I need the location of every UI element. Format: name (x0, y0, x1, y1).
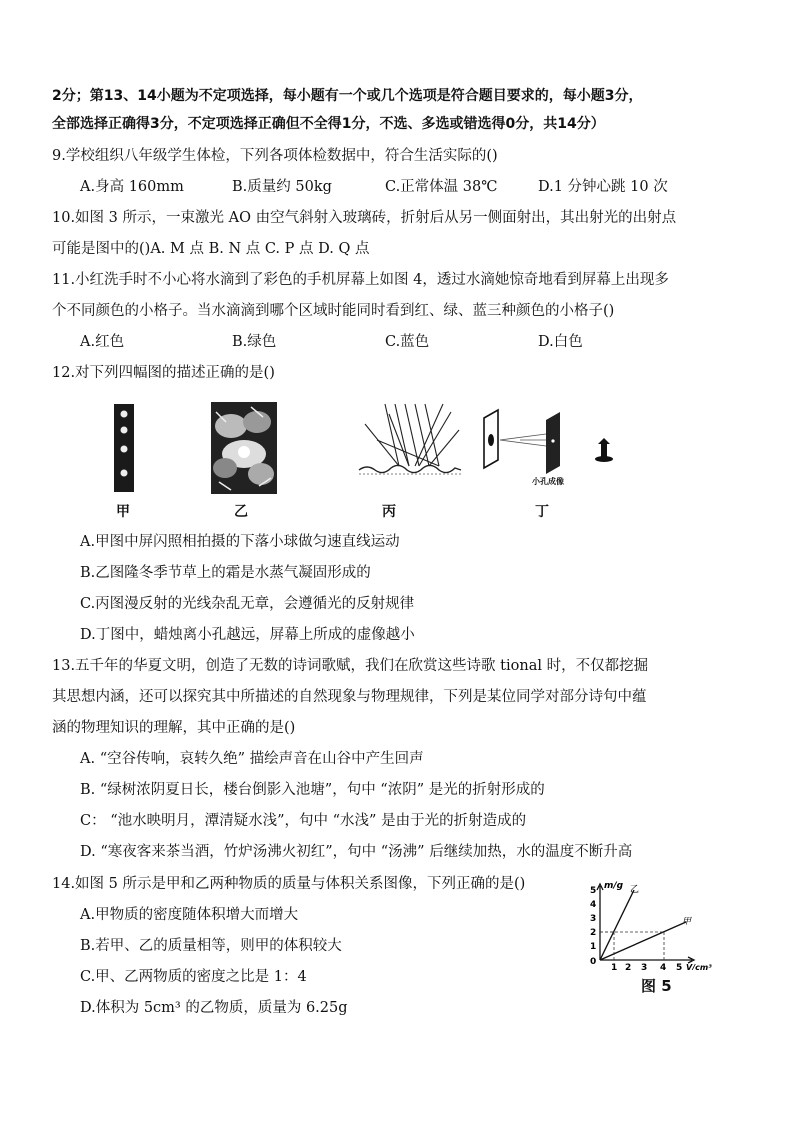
q14-option-c: C.甲、乙两物质的密度之比是 1：4 (80, 969, 307, 985)
series-label-jia: 甲 (682, 917, 692, 927)
graph-xlabel: V/cm³ (686, 963, 712, 970)
figure-jia-strobe (112, 402, 138, 494)
q11-stem-line2: 个不同颜色的小格子。当水滴滴到哪个区域时能同时看到红、绿、蓝三种颜色的小格子() (52, 303, 615, 319)
q9-option-a: A.身高 160mm (80, 179, 184, 195)
series-label-yi: 乙 (630, 885, 640, 895)
q9-stem: 9.学校组织八年级学生体检，下列各项体检数据中，符合生活实际的() (52, 148, 498, 164)
x-tick-5: 5 (676, 963, 683, 970)
y-tick-3: 3 (590, 914, 597, 924)
y-tick-4: 4 (590, 900, 597, 910)
graph-ylabel: m/g (604, 881, 624, 891)
q10-stem-line1: 10.如图 3 所示，一束激光 AO 由空气斜射入玻璃砖，折射后从另一侧面射出，其出射光的出射点 (52, 210, 677, 226)
q11-option-c: C.蓝色 (385, 334, 430, 350)
q11-option-b: B.绿色 (232, 334, 277, 350)
figure-label-bing: 丙 (382, 504, 396, 520)
figure-bing-diffuse-reflection (355, 400, 465, 480)
y-tick-1: 1 (590, 942, 597, 952)
figure-label-yi: 乙 (234, 504, 248, 520)
figure-label-ding: 丁 (535, 504, 549, 520)
x-tick-2: 2 (625, 963, 632, 970)
figure-label-jia: 甲 (116, 504, 130, 520)
q11-stem-line1: 11.小红洗手时不小心将水滴到了彩色的手机屏幕上如图 4，透过水滴她惊奇地看到屏幕上出现多 (52, 272, 669, 288)
q9-options (80, 177, 780, 199)
figure-5-caption: 图 5 (641, 977, 672, 995)
q12-option-c: C.丙图漫反射的光线杂乱无章，会遵循光的反射规律 (80, 596, 415, 612)
q13-option-a: A. “空谷传响，哀转久绝” 描绘声音在山谷中产生回声 (80, 751, 424, 767)
q12-option-d: D.丁图中，蜡烛离小孔越远，屏幕上所成的虚像越小 (80, 627, 415, 643)
section-instructions-line1: 2分；第13、14小题为不定项选择，每小题有一个或几个选项是符合题目要求的，每小题3分， (52, 88, 643, 104)
figure-ding-pinhole (480, 404, 630, 484)
q13-stem-line3: 涵的物理知识的理解，其中正确的是() (52, 720, 296, 736)
q11-options (80, 332, 780, 354)
figure-yi-frost-photo (211, 402, 277, 494)
q12-option-b: B.乙图隆冬季节草上的霜是水蒸气凝固形成的 (80, 565, 371, 581)
q13-stem-line2: 其思想内涵，还可以探究其中所描述的自然现象与物理规律，下列是某位同学对部分诗句中蕴 (52, 689, 647, 705)
pinhole-caption: 小孔成像 (532, 477, 564, 486)
q13-stem-line1: 13.五千年的华夏文明，创造了无数的诗词歌赋，我们在欣赏这些诗歌 tional 时，不仅都挖掘 (52, 658, 649, 674)
q14-stem: 14.如图 5 所示是甲和乙两种物质的质量与体积关系图像，下列正确的是() (52, 876, 526, 892)
section-instructions-line2: 全部选择正确得3分，不定项选择正确但不全得1分，不选、多选或错选得0分，共14分） (52, 116, 605, 132)
x-tick-1: 1 (611, 963, 618, 970)
q14-option-a: A.甲物质的密度随体积增大而增大 (80, 907, 299, 923)
q14-option-d: D.体积为 5cm³ 的乙物质，质量为 6.25g (80, 1000, 348, 1016)
y-tick-2: 2 (590, 928, 597, 938)
x-tick-4: 4 (660, 963, 667, 970)
q9-option-b: B.质量约 50kg (232, 179, 332, 195)
q13-option-d: D. “寒夜客来茶当酒，竹炉汤沸火初红”，句中 “汤沸” 后继续加热，水的温度不断升高 (80, 844, 633, 860)
y-tick-5: 5 (590, 886, 597, 896)
q11-option-d: D.白色 (538, 334, 583, 350)
q12-option-a: A.甲图中屏闪照相拍摄的下落小球做匀速直线运动 (80, 534, 400, 550)
q9-option-c: C.正常体温 38℃ (385, 179, 498, 195)
q12-stem: 12.对下列四幅图的描述正确的是() (52, 365, 275, 381)
q14-option-b: B.若甲、乙的质量相等，则甲的体积较大 (80, 938, 342, 954)
graph-origin: 0 (590, 957, 597, 967)
q10-stem-line2: 可能是图中的()A. M 点 B. N 点 C. P 点 D. Q 点 (52, 241, 370, 257)
x-tick-3: 3 (641, 963, 648, 970)
q11-option-a: A.红色 (80, 334, 125, 350)
q9-option-d: D.1 分钟心跳 10 次 (538, 179, 668, 195)
figure-5-mass-volume-graph (586, 880, 726, 970)
q13-option-b: B. “绿树浓阴夏日长，楼台倒影入池塘”，句中 “浓阴” 是光的折射形成的 (80, 782, 545, 798)
q13-option-c: C： “池水映明月，潭清疑水浅”，句中 “水浅” 是由于光的折射造成的 (80, 813, 527, 829)
